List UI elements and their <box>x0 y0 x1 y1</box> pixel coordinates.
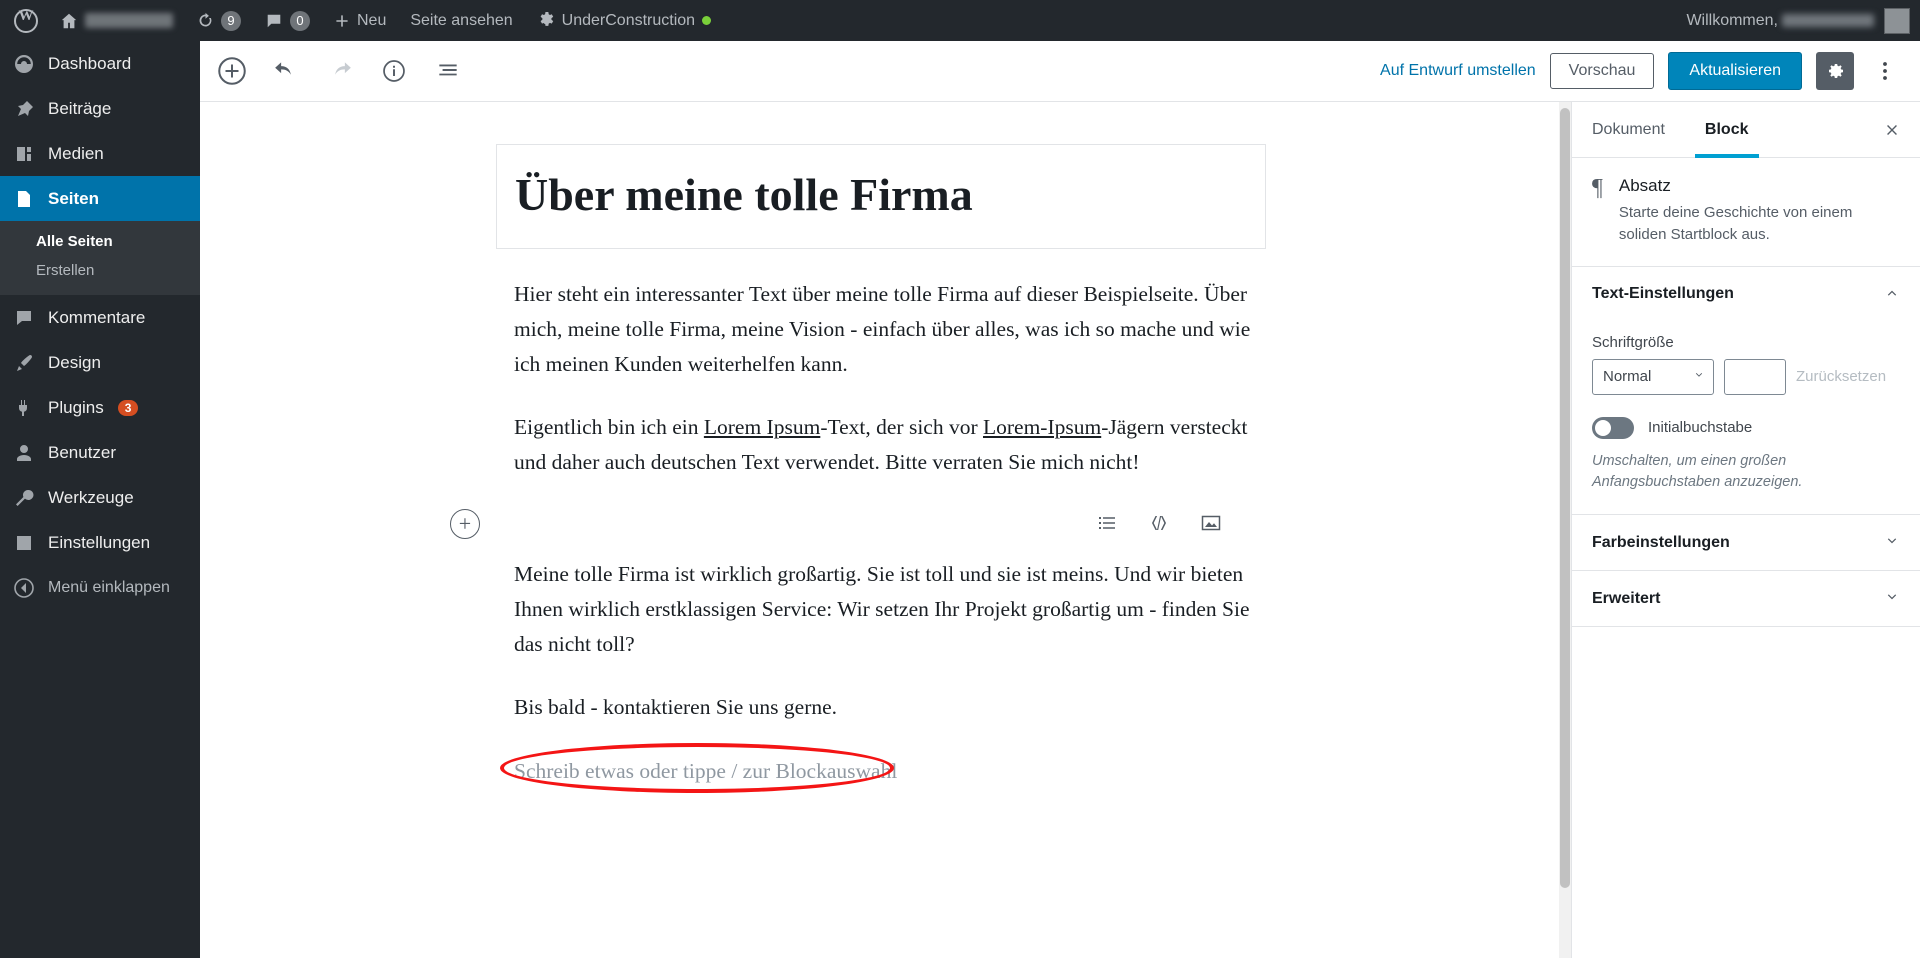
post-content <box>458 102 1266 784</box>
sidebar-item-label: Design <box>48 352 101 372</box>
collapse-menu-button[interactable] <box>0 565 200 610</box>
sidebar-item-label: Plugins <box>48 397 104 417</box>
update-button[interactable]: Aktualisieren <box>1668 52 1802 90</box>
sidebar-item-beitraege[interactable] <box>0 86 200 131</box>
user-icon <box>12 443 36 463</box>
font-size-label: Schriftgröße <box>1592 333 1674 351</box>
switch-to-draft-button[interactable]: Auf Entwurf umstellen <box>1380 62 1536 79</box>
sidebar-item-kommentare[interactable] <box>0 295 200 340</box>
dropcap-help-text: Umschalten, um einen großen Anfangsbuchstaben anzuzeigen. <box>1592 452 1803 491</box>
paragraph-block-4[interactable]: Bis bald - kontaktieren Sie uns gerne. <box>514 694 838 719</box>
pin-icon <box>12 99 36 119</box>
editor-toolbar <box>200 41 1920 102</box>
paragraph-block-1[interactable]: Hier steht ein interessanter Text über meine tolle Firma auf dieser Beispielseite. Über mich, meine tolle Firma, meine Vision - einfach über alles, was ich so mache und wie ich meinen Kunden weiterhelfen kann. <box>514 282 1251 376</box>
admin-bar <box>0 0 1920 41</box>
view-page-label: Seite ansehen <box>410 11 513 29</box>
new-content-menu[interactable] <box>322 0 398 41</box>
code-block-icon[interactable] <box>1147 511 1171 540</box>
wordpress-logo-icon <box>14 9 38 33</box>
undo-icon[interactable] <box>264 49 308 93</box>
underconstruction-label: UnderConstruction <box>561 11 696 29</box>
sidebar-item-label: Medien <box>48 143 104 163</box>
greeting-label: Willkommen, <box>1686 11 1778 29</box>
page-icon <box>12 189 36 209</box>
tools-icon <box>12 488 36 508</box>
paragraph-block-3[interactable]: Meine tolle Firma ist wirklich großartig. Sie ist toll und sie ist meins. Und wir bieten Ihnen wirklich erstklassigen Service: Wir setzen Ihr Projekt großartig um - finden Sie das nicht toll? <box>514 562 1250 656</box>
sidebar-item-label: Einstellungen <box>48 532 151 552</box>
post-title-block[interactable] <box>496 144 1266 249</box>
sidebar-item-medien[interactable] <box>0 131 200 176</box>
list-block-icon[interactable] <box>1095 511 1119 540</box>
add-block-circle-icon[interactable]: + <box>450 509 480 539</box>
gear-icon <box>537 12 555 30</box>
collapse-menu-label: Menü einklappen <box>48 578 170 596</box>
text-settings-body <box>1572 322 1920 516</box>
block-inserter-row <box>458 501 1266 557</box>
section-title: Farbeinstellungen <box>1592 533 1730 551</box>
font-size-custom-input[interactable] <box>1724 359 1786 395</box>
wp-logo-menu[interactable] <box>0 0 48 41</box>
submenu-item-erstellen[interactable]: Erstellen <box>36 262 95 279</box>
editor-toolbar-right <box>1380 52 1920 90</box>
sidebar-item-design[interactable] <box>0 340 200 385</box>
page-title[interactable]: Über meine tolle Firma <box>515 169 973 220</box>
sidebar-item-werkzeuge[interactable] <box>0 475 200 520</box>
block-settings-sidebar <box>1571 102 1920 958</box>
section-header-text-settings[interactable] <box>1572 267 1920 322</box>
updates-icon <box>197 12 214 29</box>
new-content-label: Neu <box>357 11 387 29</box>
sidebar-tabs <box>1572 102 1920 158</box>
settings-icon <box>12 533 36 553</box>
sidebar-item-label: Werkzeuge <box>48 487 134 507</box>
sidebar-item-label: Seiten <box>48 188 100 208</box>
preview-button[interactable]: Vorschau <box>1550 53 1655 89</box>
comment-bubble-icon <box>265 12 283 30</box>
chevron-down-icon <box>1884 589 1900 608</box>
comments-menu[interactable] <box>253 0 322 41</box>
brush-icon <box>12 353 36 373</box>
font-size-value: Normal <box>1603 368 1652 385</box>
block-navigation-icon[interactable] <box>426 49 470 93</box>
block-placeholder-text[interactable]: Schreib etwas oder tippe / zur Blockauswahl <box>514 758 898 783</box>
home-icon <box>60 12 78 30</box>
paragraph-icon: ¶ <box>1592 175 1603 201</box>
empty-paragraph-block[interactable] <box>514 759 914 784</box>
dashboard-icon <box>12 54 36 74</box>
plugins-update-badge: 3 <box>118 400 139 416</box>
close-icon[interactable] <box>1864 102 1920 157</box>
redo-icon[interactable] <box>318 49 362 93</box>
seiten-submenu <box>0 221 200 295</box>
info-icon[interactable] <box>372 49 416 93</box>
section-title: Text-Einstellungen <box>1592 285 1734 302</box>
section-title: Erweitert <box>1592 589 1661 607</box>
section-header-farbeinstellungen[interactable] <box>1572 515 1920 571</box>
section-header-erweitert[interactable] <box>1572 571 1920 627</box>
tab-dokument[interactable]: Dokument <box>1592 120 1665 138</box>
admin-bar-right <box>1686 8 1920 34</box>
media-icon <box>12 144 36 164</box>
font-size-row <box>1592 359 1900 395</box>
dropcap-row <box>1592 417 1900 439</box>
sidebar-item-label: Dashboard <box>48 53 132 73</box>
block-name: Absatz <box>1618 176 1671 195</box>
green-status-dot <box>702 16 711 25</box>
site-name-redacted <box>85 13 173 28</box>
admin-sidebar-menu <box>0 41 200 958</box>
sidebar-item-einstellungen[interactable] <box>0 520 200 565</box>
user-name-redacted <box>1782 14 1874 27</box>
tab-block[interactable]: Block <box>1685 102 1769 157</box>
sidebar-item-label: Beiträge <box>48 98 112 118</box>
dropcap-label: Initialbuchstabe <box>1648 419 1753 436</box>
block-info-card <box>1572 158 1920 267</box>
plus-icon <box>334 13 350 29</box>
collapse-arrow-icon <box>12 578 36 598</box>
updates-count: 9 <box>221 11 241 31</box>
comments-count: 0 <box>290 11 310 31</box>
font-size-select[interactable] <box>1592 359 1714 395</box>
quick-block-tools <box>1095 511 1223 540</box>
comment-icon <box>12 308 36 328</box>
more-options-icon[interactable] <box>1868 52 1902 90</box>
underconstruction-menu[interactable] <box>525 0 723 41</box>
chevron-down-icon <box>1884 533 1900 552</box>
sidebar-item-label: Benutzer <box>48 442 117 462</box>
dropcap-toggle[interactable] <box>1592 417 1634 439</box>
sidebar-item-benutzer[interactable] <box>0 430 200 475</box>
site-name-menu[interactable] <box>48 0 185 41</box>
avatar[interactable] <box>1884 8 1910 34</box>
editor-scrollbar-thumb[interactable] <box>1560 108 1570 888</box>
reset-font-size-button[interactable]: Zurücksetzen <box>1796 368 1887 385</box>
add-block-icon[interactable] <box>210 49 254 93</box>
view-page-link[interactable] <box>398 0 524 41</box>
block-description: Starte deine Geschichte von einem soliden Startblock aus. <box>1618 204 1853 243</box>
image-block-icon[interactable] <box>1199 511 1223 540</box>
sidebar-item-label: Kommentare <box>48 307 146 327</box>
sidebar-item-dashboard[interactable] <box>0 41 200 86</box>
chevron-up-icon <box>1884 285 1900 304</box>
plug-icon <box>12 398 36 418</box>
sidebar-item-plugins[interactable] <box>0 385 200 430</box>
updates-menu[interactable] <box>185 0 253 41</box>
sidebar-item-seiten[interactable] <box>0 176 200 221</box>
chevron-down-icon <box>1693 368 1705 385</box>
gear-icon[interactable] <box>1816 52 1854 90</box>
editor-canvas[interactable] <box>200 102 1571 958</box>
paragraph-block-2[interactable]: Eigentlich bin ich ein Lorem Ipsum-Text, der sich vor Lorem-Ipsum-Jägern versteckt und daher auch deutschen Text verwendet. Bitte verraten Sie mich nicht! <box>514 414 1248 474</box>
submenu-item-alle-seiten[interactable]: Alle Seiten <box>36 233 113 250</box>
